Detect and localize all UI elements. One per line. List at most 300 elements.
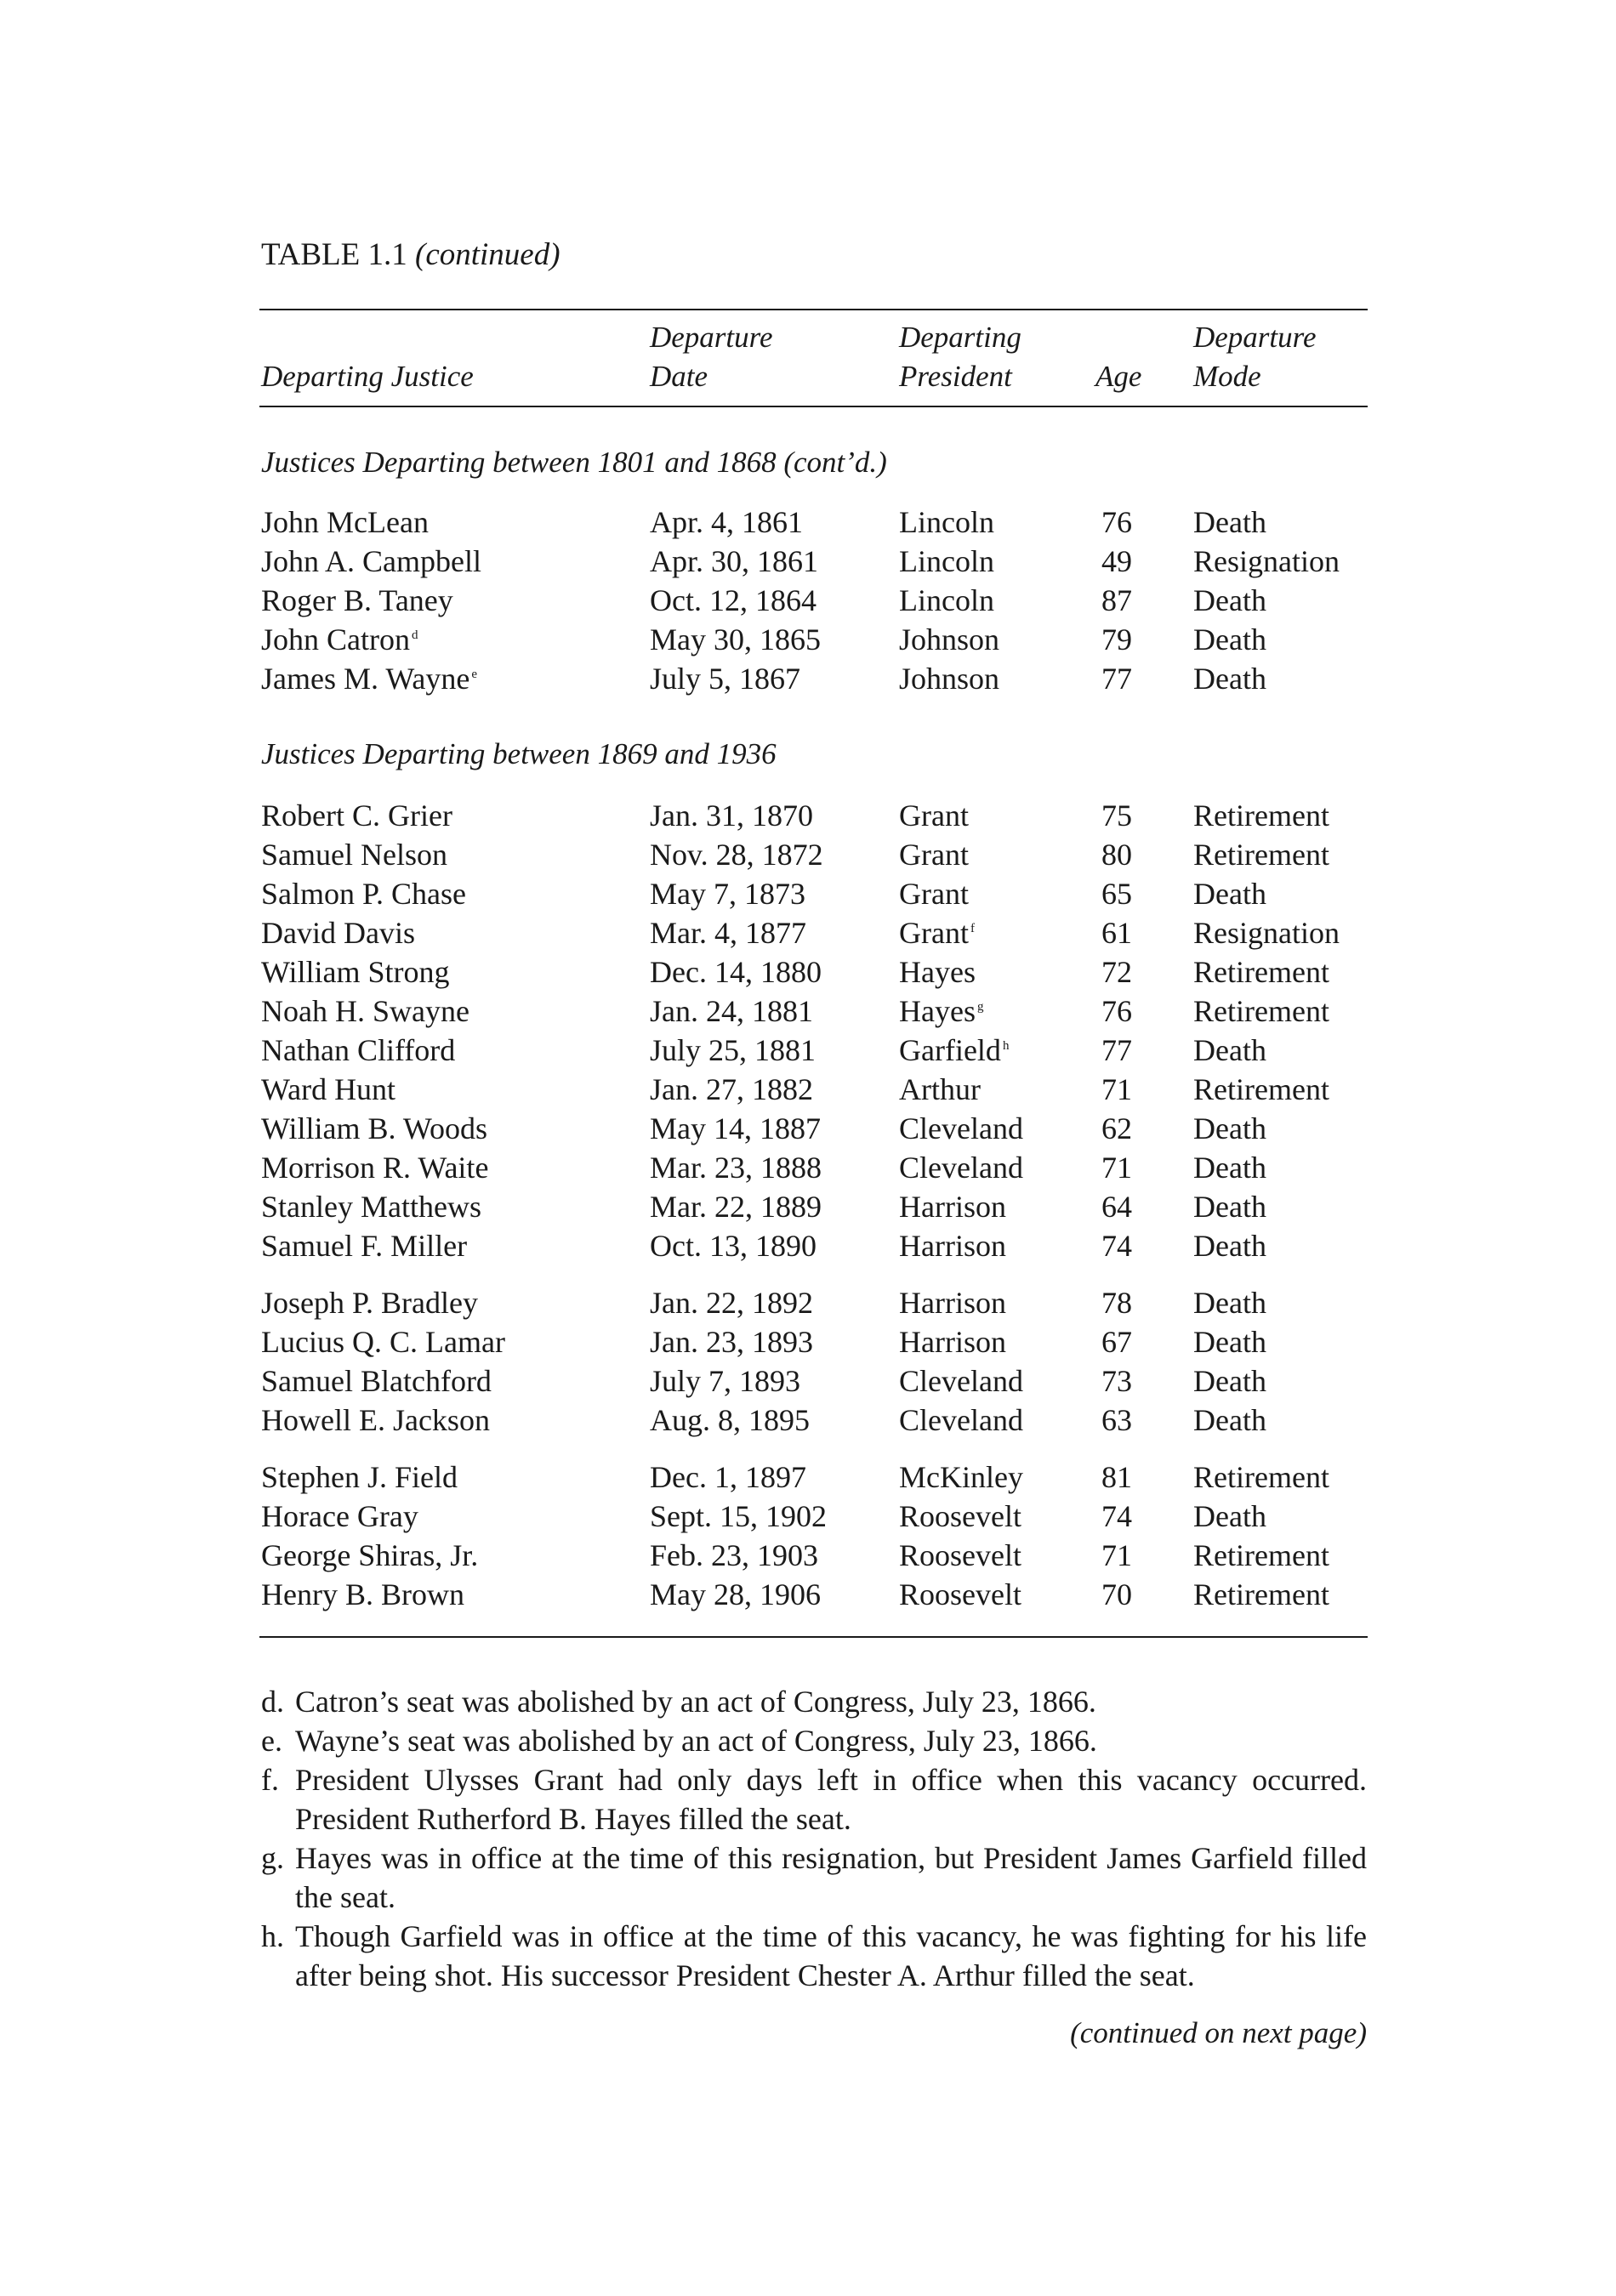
footnote bbox=[261, 1721, 1367, 1760]
departing-president-text: Grant bbox=[899, 838, 969, 872]
age-text: 78 bbox=[1101, 1286, 1132, 1320]
departure-mode-text: Retirement bbox=[1193, 1460, 1329, 1494]
footnote-label: f. bbox=[261, 1763, 279, 1797]
departure-date-text: Feb. 23, 1903 bbox=[650, 1538, 818, 1572]
justice-name bbox=[261, 1458, 458, 1497]
justice-name bbox=[261, 1031, 455, 1070]
age-text: 70 bbox=[1101, 1577, 1132, 1611]
table-row bbox=[0, 1148, 1616, 1187]
departing-president-text: Roosevelt bbox=[899, 1499, 1021, 1533]
departing-president bbox=[899, 992, 983, 1031]
departure-mode-text: Retirement bbox=[1193, 955, 1329, 989]
age-text: 77 bbox=[1101, 1033, 1132, 1067]
age bbox=[1101, 581, 1132, 620]
departing-president bbox=[899, 1401, 1023, 1440]
departure-mode-text: Death bbox=[1193, 877, 1266, 911]
header-mode-line1: Departure bbox=[1193, 321, 1317, 354]
table-row bbox=[0, 1109, 1616, 1148]
departure-date bbox=[650, 1070, 813, 1109]
departing-president bbox=[899, 1497, 1021, 1536]
departing-president-text: Grant bbox=[899, 916, 969, 950]
justice-name-text: Robert C. Grier bbox=[261, 798, 452, 833]
age-text: 72 bbox=[1101, 955, 1132, 989]
departure-mode-text: Retirement bbox=[1193, 1577, 1329, 1611]
age bbox=[1101, 1031, 1132, 1070]
departing-president bbox=[899, 1283, 1006, 1322]
justice-name-text: Lucius Q. C. Lamar bbox=[261, 1325, 505, 1359]
table-row bbox=[0, 581, 1616, 620]
header-rule bbox=[259, 406, 1368, 407]
departure-mode bbox=[1193, 1226, 1266, 1265]
departure-mode-text: Death bbox=[1193, 1364, 1266, 1398]
bottom-rule bbox=[259, 1636, 1368, 1638]
departure-mode bbox=[1193, 503, 1266, 542]
departure-date bbox=[650, 1361, 800, 1401]
header-mode-line2: Mode bbox=[1193, 360, 1261, 393]
departure-date bbox=[650, 1148, 822, 1187]
departure-date-text: Dec. 14, 1880 bbox=[650, 955, 822, 989]
departing-president-text: Hayes bbox=[899, 955, 976, 989]
departure-date-text: May 7, 1873 bbox=[650, 877, 805, 911]
age-text: 76 bbox=[1101, 994, 1132, 1028]
age bbox=[1101, 796, 1132, 835]
footnote-text: President Ulysses Grant had only days left in office when this vacancy occurred. President Rutherford B. Hayes filled the seat. bbox=[295, 1763, 1367, 1836]
departing-president-text: Harrison bbox=[899, 1286, 1006, 1320]
departing-president-text: Cleveland bbox=[899, 1403, 1023, 1437]
justice-name-text: William B. Woods bbox=[261, 1111, 487, 1145]
age bbox=[1101, 913, 1132, 952]
age-text: 80 bbox=[1101, 838, 1132, 872]
age bbox=[1101, 1497, 1132, 1536]
departing-president bbox=[899, 835, 969, 874]
table-label: TABLE 1.1 bbox=[261, 237, 407, 272]
justice-name bbox=[261, 1109, 487, 1148]
departure-mode bbox=[1193, 1109, 1266, 1148]
age bbox=[1101, 1458, 1132, 1497]
departure-mode bbox=[1193, 1283, 1266, 1322]
justice-name bbox=[261, 1148, 488, 1187]
departure-date bbox=[650, 952, 822, 992]
departing-president bbox=[899, 1361, 1023, 1401]
departing-president-text: Garfield bbox=[899, 1033, 1001, 1067]
header-age: Age bbox=[1095, 360, 1142, 393]
justice-name bbox=[261, 1283, 478, 1322]
justice-name bbox=[261, 581, 453, 620]
departure-mode-text: Retirement bbox=[1193, 994, 1329, 1028]
departing-president bbox=[899, 1458, 1023, 1497]
departure-date-text: May 28, 1906 bbox=[650, 1577, 821, 1611]
departing-president bbox=[899, 620, 999, 659]
departure-mode-text: Retirement bbox=[1193, 838, 1329, 872]
age-text: 81 bbox=[1101, 1460, 1132, 1494]
header-president bbox=[899, 318, 1021, 396]
departure-mode bbox=[1193, 1536, 1329, 1575]
justice-name-text: Joseph P. Bradley bbox=[261, 1286, 478, 1320]
departure-mode bbox=[1193, 1070, 1329, 1109]
justice-name bbox=[261, 1536, 478, 1575]
departure-mode bbox=[1193, 1031, 1266, 1070]
age-text: 62 bbox=[1101, 1111, 1132, 1145]
table-row bbox=[0, 503, 1616, 542]
departure-mode-text: Resignation bbox=[1193, 544, 1340, 578]
justice-name-text: David Davis bbox=[261, 916, 415, 950]
age bbox=[1101, 874, 1132, 913]
departure-date bbox=[650, 1283, 813, 1322]
table-row bbox=[0, 913, 1616, 952]
departure-date-text: Apr. 30, 1861 bbox=[650, 544, 818, 578]
age-text: 67 bbox=[1101, 1325, 1132, 1359]
justice-name bbox=[261, 952, 450, 992]
departing-president-text: McKinley bbox=[899, 1460, 1023, 1494]
age bbox=[1101, 1187, 1132, 1226]
footnote-text: Wayne’s seat was abolished by an act of Congress, July 23, 1866. bbox=[295, 1724, 1097, 1758]
departing-president-text: Cleveland bbox=[899, 1364, 1023, 1398]
table-row bbox=[0, 1322, 1616, 1361]
departure-mode-text: Death bbox=[1193, 1229, 1266, 1263]
departing-president bbox=[899, 796, 969, 835]
age bbox=[1101, 835, 1132, 874]
departure-mode bbox=[1193, 992, 1329, 1031]
table-row bbox=[0, 620, 1616, 659]
justice-name bbox=[261, 992, 469, 1031]
age-text: 64 bbox=[1101, 1190, 1132, 1224]
justice-name-text: John A. Campbell bbox=[261, 544, 481, 578]
justice-name bbox=[261, 659, 477, 698]
header-mode bbox=[1193, 318, 1317, 396]
age bbox=[1101, 503, 1132, 542]
justice-name bbox=[261, 620, 418, 659]
justice-name-text: Stephen J. Field bbox=[261, 1460, 458, 1494]
departure-date-text: Aug. 8, 1895 bbox=[650, 1403, 810, 1437]
departure-mode bbox=[1193, 835, 1329, 874]
justice-name bbox=[261, 796, 452, 835]
header-date-line1: Departure bbox=[650, 321, 773, 354]
departure-date-text: Mar. 23, 1888 bbox=[650, 1151, 822, 1185]
justice-name bbox=[261, 835, 447, 874]
age bbox=[1101, 1361, 1132, 1401]
departure-date bbox=[650, 1536, 818, 1575]
footnote-marker: g bbox=[976, 1000, 984, 1014]
table-row bbox=[0, 1031, 1616, 1070]
departure-mode-text: Death bbox=[1193, 505, 1266, 539]
departing-president-text: Lincoln bbox=[899, 505, 994, 539]
departure-mode-text: Death bbox=[1193, 1111, 1266, 1145]
age bbox=[1101, 1536, 1132, 1575]
age bbox=[1101, 1575, 1132, 1614]
departing-president bbox=[899, 1031, 1009, 1070]
age bbox=[1101, 1148, 1132, 1187]
departure-mode bbox=[1193, 1401, 1266, 1440]
header-president-line2: President bbox=[899, 360, 1012, 393]
departing-president bbox=[899, 874, 969, 913]
departure-mode bbox=[1193, 874, 1266, 913]
age-text: 65 bbox=[1101, 877, 1132, 911]
age-text: 71 bbox=[1101, 1538, 1132, 1572]
departing-president-text: Roosevelt bbox=[899, 1538, 1021, 1572]
table-row bbox=[0, 796, 1616, 835]
justice-name-text: Horace Gray bbox=[261, 1499, 418, 1533]
departure-date-text: Oct. 12, 1864 bbox=[650, 583, 817, 617]
justice-name-text: John McLean bbox=[261, 505, 429, 539]
age bbox=[1101, 992, 1132, 1031]
justice-name-text: Morrison R. Waite bbox=[261, 1151, 489, 1185]
departure-mode bbox=[1193, 1575, 1329, 1614]
footnote-text: Hayes was in office at the time of this resignation, but President James Garfield filled the seat. bbox=[295, 1841, 1367, 1914]
age-text: 63 bbox=[1101, 1403, 1132, 1437]
departure-date-text: May 14, 1887 bbox=[650, 1111, 821, 1145]
table-row bbox=[0, 1070, 1616, 1109]
departure-mode-text: Death bbox=[1193, 1286, 1266, 1320]
age-text: 75 bbox=[1101, 798, 1132, 833]
departure-mode-text: Death bbox=[1193, 1403, 1266, 1437]
table-row bbox=[0, 1575, 1616, 1614]
departure-date bbox=[650, 1401, 810, 1440]
footnote-label: d. bbox=[261, 1685, 284, 1719]
age bbox=[1101, 1322, 1132, 1361]
table-row bbox=[0, 659, 1616, 698]
table-row bbox=[0, 542, 1616, 581]
departing-president bbox=[899, 1187, 1006, 1226]
departure-date bbox=[650, 874, 805, 913]
departure-date-text: Oct. 13, 1890 bbox=[650, 1229, 817, 1263]
justice-name bbox=[261, 1226, 467, 1265]
footnote bbox=[261, 1760, 1367, 1839]
departure-mode bbox=[1193, 913, 1340, 952]
departure-mode-text: Death bbox=[1193, 1033, 1266, 1067]
departure-mode-text: Death bbox=[1193, 1325, 1266, 1359]
table-row bbox=[0, 1536, 1616, 1575]
departing-president-text: Harrison bbox=[899, 1229, 1006, 1263]
departure-mode bbox=[1193, 1361, 1266, 1401]
table-row bbox=[0, 1283, 1616, 1322]
departing-president-text: Harrison bbox=[899, 1325, 1006, 1359]
departure-date bbox=[650, 581, 817, 620]
footnote-marker: e bbox=[471, 668, 478, 681]
departing-president bbox=[899, 913, 975, 952]
section-heading-1869-1936: Justices Departing between 1869 and 1936 bbox=[261, 737, 777, 770]
departure-mode bbox=[1193, 1458, 1329, 1497]
departure-date-text: Sept. 15, 1902 bbox=[650, 1499, 828, 1533]
departure-date-text: Nov. 28, 1872 bbox=[650, 838, 823, 872]
footnote-label: g. bbox=[261, 1841, 284, 1875]
age bbox=[1101, 952, 1132, 992]
age-text: 73 bbox=[1101, 1364, 1132, 1398]
departure-mode bbox=[1193, 581, 1266, 620]
departure-mode-text: Retirement bbox=[1193, 1538, 1329, 1572]
top-rule bbox=[259, 309, 1368, 310]
departing-president bbox=[899, 1148, 1023, 1187]
departure-date-text: Jan. 24, 1881 bbox=[650, 994, 813, 1028]
footnotes bbox=[261, 1682, 1367, 1995]
section-heading-1801-1868: Justices Departing between 1801 and 1868 (cont’d.) bbox=[261, 446, 887, 479]
justice-name-text: Samuel F. Miller bbox=[261, 1229, 468, 1263]
departure-mode-text: Death bbox=[1193, 662, 1266, 696]
table-row bbox=[0, 835, 1616, 874]
justice-name bbox=[261, 503, 429, 542]
table-row bbox=[0, 1497, 1616, 1536]
table-continued-note: (continued) bbox=[415, 237, 560, 272]
departure-date bbox=[650, 1031, 816, 1070]
departure-date bbox=[650, 835, 823, 874]
departing-president bbox=[899, 1070, 981, 1109]
departing-president-text: Roosevelt bbox=[899, 1577, 1021, 1611]
departing-president-text: Johnson bbox=[899, 622, 1000, 656]
justice-name-text: James M. Wayne bbox=[261, 662, 470, 696]
departing-president bbox=[899, 1322, 1006, 1361]
age bbox=[1101, 620, 1132, 659]
departure-date bbox=[650, 796, 813, 835]
justice-name-text: George Shiras, Jr. bbox=[261, 1538, 479, 1572]
departure-mode bbox=[1193, 659, 1266, 698]
header-justice: Departing Justice bbox=[261, 360, 474, 393]
justice-name bbox=[261, 1322, 505, 1361]
age-text: 77 bbox=[1101, 662, 1132, 696]
departure-date-text: July 7, 1893 bbox=[650, 1364, 801, 1398]
table-caption bbox=[261, 236, 560, 273]
departure-mode-text: Death bbox=[1193, 1190, 1266, 1224]
justice-name-text: Noah H. Swayne bbox=[261, 994, 469, 1028]
departure-mode bbox=[1193, 620, 1266, 659]
departure-date-text: July 25, 1881 bbox=[650, 1033, 817, 1067]
departure-date-text: May 30, 1865 bbox=[650, 622, 821, 656]
table-row bbox=[0, 1187, 1616, 1226]
departing-president-text: Lincoln bbox=[899, 583, 994, 617]
age-text: 76 bbox=[1101, 505, 1132, 539]
table-row bbox=[0, 1458, 1616, 1497]
departing-president bbox=[899, 952, 976, 992]
departing-president bbox=[899, 1109, 1023, 1148]
justice-name-text: Samuel Blatchford bbox=[261, 1364, 492, 1398]
departure-mode bbox=[1193, 542, 1340, 581]
age bbox=[1101, 1401, 1132, 1440]
departure-date bbox=[650, 1458, 806, 1497]
departure-date bbox=[650, 1575, 821, 1614]
departing-president-text: Cleveland bbox=[899, 1111, 1023, 1145]
departure-date-text: Jan. 31, 1870 bbox=[650, 798, 813, 833]
departing-president-text: Hayes bbox=[899, 994, 976, 1028]
footnote-marker: f bbox=[970, 922, 975, 935]
departing-president-text: Lincoln bbox=[899, 544, 994, 578]
table-row bbox=[0, 1401, 1616, 1440]
departure-date-text: Jan. 27, 1882 bbox=[650, 1072, 813, 1106]
departure-date bbox=[650, 1109, 821, 1148]
departing-president bbox=[899, 1575, 1021, 1614]
age-text: 71 bbox=[1101, 1151, 1132, 1185]
departure-mode bbox=[1193, 796, 1329, 835]
justice-name bbox=[261, 542, 481, 581]
departing-president-text: Cleveland bbox=[899, 1151, 1023, 1185]
continued-note: (continued on next page) bbox=[1070, 2016, 1367, 2049]
justice-name-text: Nathan Clifford bbox=[261, 1033, 456, 1067]
departure-mode-text: Death bbox=[1193, 583, 1266, 617]
footnote-label: h. bbox=[261, 1919, 284, 1953]
footnote-marker: h bbox=[1002, 1039, 1010, 1053]
departure-mode-text: Retirement bbox=[1193, 798, 1329, 833]
age-text: 49 bbox=[1101, 544, 1132, 578]
departure-mode-text: Death bbox=[1193, 622, 1266, 656]
departing-president bbox=[899, 1536, 1021, 1575]
footnote-text: Though Garfield was in office at the time of this vacancy, he was fighting for his life after being shot. His successor President Chester A. Arthur filled the seat. bbox=[295, 1919, 1367, 1992]
departing-president bbox=[899, 659, 999, 698]
departure-mode bbox=[1193, 952, 1329, 992]
departing-president bbox=[899, 1226, 1006, 1265]
justice-name bbox=[261, 913, 415, 952]
footnote-label: e. bbox=[261, 1724, 282, 1758]
departure-mode bbox=[1193, 1322, 1266, 1361]
departing-president-text: Arthur bbox=[899, 1072, 981, 1106]
departure-date bbox=[650, 1226, 817, 1265]
departing-president bbox=[899, 542, 994, 581]
age-text: 61 bbox=[1101, 916, 1132, 950]
departure-date-text: Dec. 1, 1897 bbox=[650, 1460, 806, 1494]
age-text: 74 bbox=[1101, 1229, 1132, 1263]
departure-mode bbox=[1193, 1187, 1266, 1226]
justice-name bbox=[261, 1497, 418, 1536]
footnote-text: Catron’s seat was abolished by an act of Congress, July 23, 1866. bbox=[295, 1685, 1096, 1719]
header-date bbox=[650, 318, 773, 396]
departure-date-text: Mar. 4, 1877 bbox=[650, 916, 806, 950]
departure-date bbox=[650, 503, 803, 542]
justice-name bbox=[261, 1070, 395, 1109]
justice-name-text: John Catron bbox=[261, 622, 410, 656]
departure-date bbox=[650, 542, 818, 581]
justice-name bbox=[261, 1361, 492, 1401]
age-text: 71 bbox=[1101, 1072, 1132, 1106]
table-row bbox=[0, 992, 1616, 1031]
departing-president-text: Johnson bbox=[899, 662, 1000, 696]
departure-date bbox=[650, 1497, 827, 1536]
age bbox=[1101, 1070, 1132, 1109]
departure-date bbox=[650, 1322, 813, 1361]
departure-mode-text: Death bbox=[1193, 1151, 1266, 1185]
justice-name bbox=[261, 874, 466, 913]
departure-date bbox=[650, 620, 821, 659]
justice-name-text: Roger B. Taney bbox=[261, 583, 453, 617]
footnote bbox=[261, 1839, 1367, 1917]
footnote bbox=[261, 1917, 1367, 1995]
departing-president-text: Grant bbox=[899, 798, 969, 833]
departure-mode bbox=[1193, 1497, 1266, 1536]
justice-name-text: Stanley Matthews bbox=[261, 1190, 481, 1224]
departing-president bbox=[899, 503, 994, 542]
justice-name bbox=[261, 1575, 464, 1614]
departure-date-text: Jan. 23, 1893 bbox=[650, 1325, 813, 1359]
departure-mode-text: Retirement bbox=[1193, 1072, 1329, 1106]
justice-name-text: Samuel Nelson bbox=[261, 838, 447, 872]
age bbox=[1101, 1226, 1132, 1265]
justice-name-text: Ward Hunt bbox=[261, 1072, 396, 1106]
footnote bbox=[261, 1682, 1367, 1721]
age-text: 87 bbox=[1101, 583, 1132, 617]
age bbox=[1101, 542, 1132, 581]
departure-mode bbox=[1193, 1148, 1266, 1187]
departure-mode-text: Death bbox=[1193, 1499, 1266, 1533]
header-president-line1: Departing bbox=[899, 321, 1021, 354]
table-row bbox=[0, 1226, 1616, 1265]
header-date-line2: Date bbox=[650, 360, 708, 393]
age-text: 74 bbox=[1101, 1499, 1132, 1533]
departure-date bbox=[650, 992, 813, 1031]
departure-date-text: Mar. 22, 1889 bbox=[650, 1190, 822, 1224]
age-text: 79 bbox=[1101, 622, 1132, 656]
footnote-marker: d bbox=[412, 628, 418, 642]
table-row bbox=[0, 1361, 1616, 1401]
departing-president-text: Grant bbox=[899, 877, 969, 911]
justice-name-text: Henry B. Brown bbox=[261, 1577, 464, 1611]
departure-date bbox=[650, 1187, 822, 1226]
departure-date bbox=[650, 659, 800, 698]
justice-name bbox=[261, 1401, 490, 1440]
